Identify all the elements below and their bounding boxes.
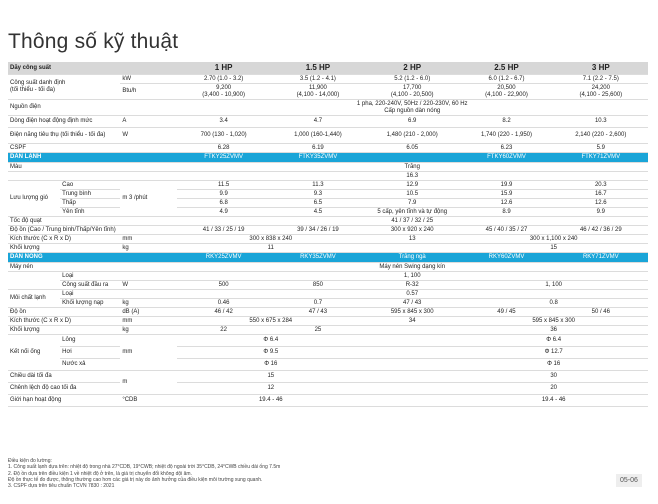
capacity-btu-value: 17,700 (4,100 - 20,500) (365, 84, 459, 100)
outdoor-weight-value: 34 (365, 317, 459, 326)
cspf-value: 5.9 (554, 144, 648, 153)
pipe-liquid-value: Φ 6.4 (459, 335, 648, 347)
flow-value: 9.3 (271, 190, 365, 199)
flow-value: 6.8 (177, 199, 271, 208)
current-value: 10.3 (554, 116, 648, 128)
fan-speed-label: Tốc độ quạt (8, 217, 177, 226)
indoor-band-label: DÀN LẠNH (8, 153, 177, 163)
flow-level-label: Trung bình (60, 190, 120, 199)
refrigerant-label: Môi chất lạnh (8, 290, 60, 308)
footnote-line: Điều kiện đo lường: (8, 458, 52, 464)
outdoor-weight-value: 22 (177, 326, 271, 335)
outdoor-noise-unit: dB (A) (120, 308, 176, 317)
outdoor-color-value: Trắng ngà (365, 253, 459, 263)
outdoor-weight-unit: kg (120, 326, 176, 335)
flow-row (8, 199, 648, 208)
current-unit: A (120, 116, 176, 128)
operating-range-unit: °CDB (120, 395, 176, 407)
outdoor-size-value: 595 x 845 x 300 (459, 317, 648, 326)
pipe-gas-value: Φ 12.7 (459, 347, 648, 359)
capacity-btu-value: 9,200 (3,400 - 10,900) (177, 84, 271, 100)
refrigerant-type-row (8, 290, 648, 299)
max-height-label: Chênh lệch độ cao tối đa (8, 383, 120, 395)
pipe-drain-value: Φ 16 (459, 359, 648, 371)
flow-value: 11.3 (271, 181, 365, 190)
current-value: 4.7 (271, 116, 365, 128)
pipe-gas-value: Φ 9.5 (177, 347, 366, 359)
consumption-value: 2,140 (220 - 2,600) (554, 128, 648, 144)
refrigerant-charge-value: 0.8 (459, 299, 648, 308)
flow-value: 20.3 (554, 181, 648, 190)
pipe-liquid-label: Lỏng (60, 335, 120, 347)
flow-value: 6.5 (271, 199, 365, 208)
max-length-value: 15 (177, 371, 366, 383)
refrigerant-charge-value: 0.46 (177, 299, 271, 308)
compressor-power-value: 500 (177, 281, 271, 290)
indoor-color-row (8, 163, 648, 172)
indoor-weight-value: 13 (365, 235, 459, 244)
footnote-line: Độ ồn thực tế đo được, thông thường cao hơn các giá trị này do ảnh hưởng của điều kiện môi trường xung quanh. (8, 476, 263, 483)
flow-row (8, 190, 648, 199)
capacity-kw-value: 3.5 (1.2 - 4.1) (271, 75, 365, 84)
indoor-noise-value: 39 / 34 / 26 / 19 (271, 226, 365, 235)
max-height-row (8, 383, 648, 395)
indoor-band (8, 153, 648, 163)
capacity-kw-row (8, 75, 648, 84)
flow-value: 7.9 (365, 199, 459, 208)
consumption-label: Điện năng tiêu thụ (tối thiểu - tối đa) (8, 128, 120, 144)
spec-sheet (8, 62, 648, 407)
flow-value: 4.9 (177, 208, 271, 217)
pipe-gas-label: Hơi (60, 347, 120, 359)
indoor-model (365, 153, 459, 163)
flow-value: 9.9 (554, 208, 648, 217)
consumption-row (8, 128, 648, 144)
indoor-noise-value: 41 / 33 / 25 / 19 (177, 226, 271, 235)
refrigerant-type-value: 0.57 (365, 290, 459, 299)
flow-value: 4.5 (271, 208, 365, 217)
outdoor-noise-value: 47 / 43 (365, 299, 459, 308)
piping-unit: mm (120, 335, 176, 371)
outdoor-model: RKY60ZVMV (459, 253, 553, 263)
indoor-noise-value: 45 / 40 / 35 / 27 (459, 226, 553, 235)
consumption-value: 1,480 (210 - 2,000) (365, 128, 459, 144)
capacity-kw-value: 5.2 (1.2 - 6.0) (365, 75, 459, 84)
cspf-value: 6.19 (271, 144, 365, 153)
refrigerant-charge-unit: kg (120, 299, 176, 308)
compressor-type-value: 1, 100 (365, 272, 459, 281)
flow-value: 11.5 (177, 181, 271, 190)
piping-label: Kết nối ống (8, 335, 60, 371)
pipe-drain-row (8, 359, 648, 371)
indoor-size-value: 300 x 920 x 240 (365, 226, 459, 235)
max-length-value: 30 (459, 371, 648, 383)
capacity-btu-unit: Btu/h (120, 84, 176, 100)
compressor-power-value: 1, 100 (459, 281, 648, 290)
indoor-noise-label: Độ ồn (Cao / Trung bình/Thấp/Yên tĩnh) (8, 226, 177, 235)
outdoor-noise-label: Độ ồn (8, 308, 120, 317)
page-title: Thông số kỹ thuật (8, 30, 179, 53)
header-hp: 2.5 HP (459, 62, 553, 75)
indoor-weight-value: 11 (177, 244, 366, 253)
capacity-kw-value: 6.0 (1.2 - 6.7) (459, 75, 553, 84)
outdoor-model: RKY35ZVMV (271, 253, 365, 263)
flow-level-label: Yên tĩnh (60, 208, 120, 217)
header-label: Dãy công suất (8, 62, 177, 75)
outdoor-weight-row (8, 326, 648, 335)
outdoor-noise-value: 46 / 42 (177, 308, 271, 317)
indoor-noise-value: 46 / 42 / 36 / 29 (554, 226, 648, 235)
capacity-btu-value: 24,200 (4,100 - 25,600) (554, 84, 648, 100)
compressor-power-unit: W (120, 281, 176, 290)
flow-unit: m 3 /phút (120, 181, 176, 217)
cspf-label: CSPF (8, 144, 177, 153)
indoor-model: FTKY25ZVMV (177, 153, 271, 163)
max-height-value: 12 (177, 383, 366, 395)
footnote-line: 2. Độ ồn dựa trên điều kiện 1 về nhiệt độ ở trên, là giá trị chuyển đổi không dội âm. (8, 470, 192, 477)
refrigerant-charge-row (8, 299, 648, 308)
current-value: 8.2 (459, 116, 553, 128)
flow-value: 12.6 (459, 199, 553, 208)
compressor-power-value: 850 (271, 281, 365, 290)
cspf-value: 6.05 (365, 144, 459, 153)
pipe-gas-row (8, 347, 648, 359)
outdoor-size-value: 550 x 675 x 284 (177, 317, 366, 326)
capacity-btu-value: 11,900 (4,100 - 14,000) (271, 84, 365, 100)
outdoor-weight-value: 25 (271, 326, 365, 335)
refrigerant-type-label: Loại (60, 290, 120, 299)
outdoor-noise-row (8, 308, 648, 317)
max-height-value: 20 (459, 383, 648, 395)
power-source-value: 1 pha, 220-240V, 50Hz / 220-230V, 60 Hz Cấp nguồn dàn nóng (177, 100, 649, 116)
outdoor-size-row (8, 317, 648, 326)
flow-value: 19.9 (459, 181, 553, 190)
indoor-size-value: 300 x 1,100 x 240 (459, 235, 648, 244)
capacity-btu-value: 20,500 (4,100 - 22,900) (459, 84, 553, 100)
power-source-label: Nguồn điện (8, 100, 177, 116)
outdoor-size-unit: mm (120, 317, 176, 326)
indoor-size-value: 300 x 838 x 240 (177, 235, 366, 244)
indoor-flow-extra: 16.3 (177, 172, 649, 181)
cspf-row (8, 144, 648, 153)
flow-level-label: Cao (60, 181, 120, 190)
indoor-weight-unit: kg (120, 244, 176, 253)
header-row (8, 62, 648, 75)
compressor-power-value: R-32 (365, 281, 459, 290)
flow-row (8, 208, 648, 217)
pipe-liquid-value: Φ 6.4 (177, 335, 366, 347)
max-length-label: Chiều dài tối đa (8, 371, 120, 383)
consumption-value: 1,000 (160-1,440) (271, 128, 365, 144)
operating-range-value: 19.4 - 46 (459, 395, 648, 407)
compressor-type-label: Loại (60, 272, 120, 281)
indoor-flow-extra-row (8, 172, 648, 181)
outdoor-weight-value: 36 (459, 326, 648, 335)
indoor-model: FTKY71ZVMV (554, 153, 648, 163)
flow-value: 16.7 (554, 190, 648, 199)
pipe-drain-label: Nước xả (60, 359, 120, 371)
outdoor-model: RKY25ZVMV (177, 253, 271, 263)
compressor-label: Máy nén (8, 263, 177, 272)
flow-value: 12.6 (554, 199, 648, 208)
compressor-power-row (8, 281, 648, 290)
indoor-noise-value: 41 / 37 / 32 / 25 (365, 217, 459, 226)
flow-row (8, 181, 648, 190)
outdoor-noise-value: 49 / 45 (459, 308, 553, 317)
outdoor-noise-value: 47 / 43 (271, 308, 365, 317)
header-hp: 1 HP (177, 62, 271, 75)
indoor-color-value: Trắng (177, 163, 649, 172)
max-length-row (8, 371, 648, 383)
refrigerant-charge-label: Khối lượng nạp (60, 299, 120, 308)
capacity-kw-value: 2.70 (1.0 - 3.2) (177, 75, 271, 84)
outdoor-band (8, 253, 648, 263)
compressor-value: Máy nén Swing dạng kín (177, 263, 649, 272)
spec-table (8, 62, 648, 407)
cspf-value: 6.28 (177, 144, 271, 153)
consumption-value: 1,740 (220 - 1,950) (459, 128, 553, 144)
outdoor-size-value: 595 x 845 x 300 (365, 308, 459, 317)
flow-value: 8.9 (459, 208, 553, 217)
pipe-liquid-row (8, 335, 648, 347)
operating-range-label: Giới hạn hoạt động (8, 395, 120, 407)
current-row (8, 116, 648, 128)
indoor-size-row (8, 235, 648, 244)
indoor-color-label: Màu (8, 163, 177, 172)
cspf-value: 6.23 (459, 144, 553, 153)
outdoor-weight-label: Khối lượng (8, 326, 120, 335)
indoor-weight-label: Khối lượng (8, 244, 120, 253)
header-hp: 2 HP (365, 62, 459, 75)
header-hp: 1.5 HP (271, 62, 365, 75)
fan-speed-value: 5 cấp, yên tĩnh và tự động (365, 208, 459, 217)
consumption-value: 700 (130 - 1,020) (177, 128, 271, 144)
consumption-unit: W (120, 128, 176, 144)
flow-value: 15.9 (459, 190, 553, 199)
distance-unit: m (120, 371, 176, 395)
operating-range-row (8, 395, 648, 407)
capacity-label: Công suất danh định (tối thiểu - tối đa) (8, 75, 120, 100)
outdoor-size-label: Kích thước (C x R x D) (8, 317, 120, 326)
current-value: 3.4 (177, 116, 271, 128)
power-source-row (8, 100, 648, 116)
flow-level-label: Thấp (60, 199, 120, 208)
flow-label: Lưu lượng gió (8, 181, 60, 217)
footnotes (8, 458, 568, 489)
indoor-weight-value: 15 (459, 244, 648, 253)
header-hp: 3 HP (554, 62, 648, 75)
compressor-type-row (8, 272, 648, 281)
current-value: 6.9 (365, 116, 459, 128)
outdoor-model: RKY71ZVMV (554, 253, 648, 263)
operating-range-value: 19.4 - 46 (177, 395, 366, 407)
footnote-line: 1. Công suất lạnh dựa trên: nhiệt độ trong nhà 27°CDB, 19°CWB; nhiệt độ ngoài trời 35°CDB, 24°CWB chiều dài ống 7.5m (8, 464, 281, 471)
pipe-drain-value: Φ 16 (177, 359, 366, 371)
flow-value: 12.9 (365, 181, 459, 190)
refrigerant-charge-value: 0.7 (271, 299, 365, 308)
fan-speed-row (8, 217, 648, 226)
compressor-power-label: Công suất đầu ra (60, 281, 120, 290)
capacity-kw-value: 7.1 (2.2 - 7.5) (554, 75, 648, 84)
indoor-size-unit: mm (120, 235, 176, 244)
page-number: 05-06 (616, 474, 642, 487)
footnote-line: 3. CSPF dựa trên tiêu chuẩn TCVN 7830 : 2021 (8, 483, 115, 489)
indoor-weight-row (8, 244, 648, 253)
outdoor-band-label: DÀN NÓNG (8, 253, 177, 263)
flow-value: 9.9 (177, 190, 271, 199)
flow-value: 10.5 (365, 190, 459, 199)
capacity-kw-unit: kW (120, 75, 176, 84)
current-label: Dòng điện hoạt động định mức (8, 116, 120, 128)
indoor-model: FTKY35ZVMV (271, 153, 365, 163)
compressor-row (8, 263, 648, 272)
outdoor-noise-value: 50 / 46 (554, 308, 648, 317)
indoor-size-label: Kích thước (C x R x D) (8, 235, 120, 244)
indoor-model: FTKY60ZVMV (459, 153, 553, 163)
indoor-noise-row (8, 226, 648, 235)
